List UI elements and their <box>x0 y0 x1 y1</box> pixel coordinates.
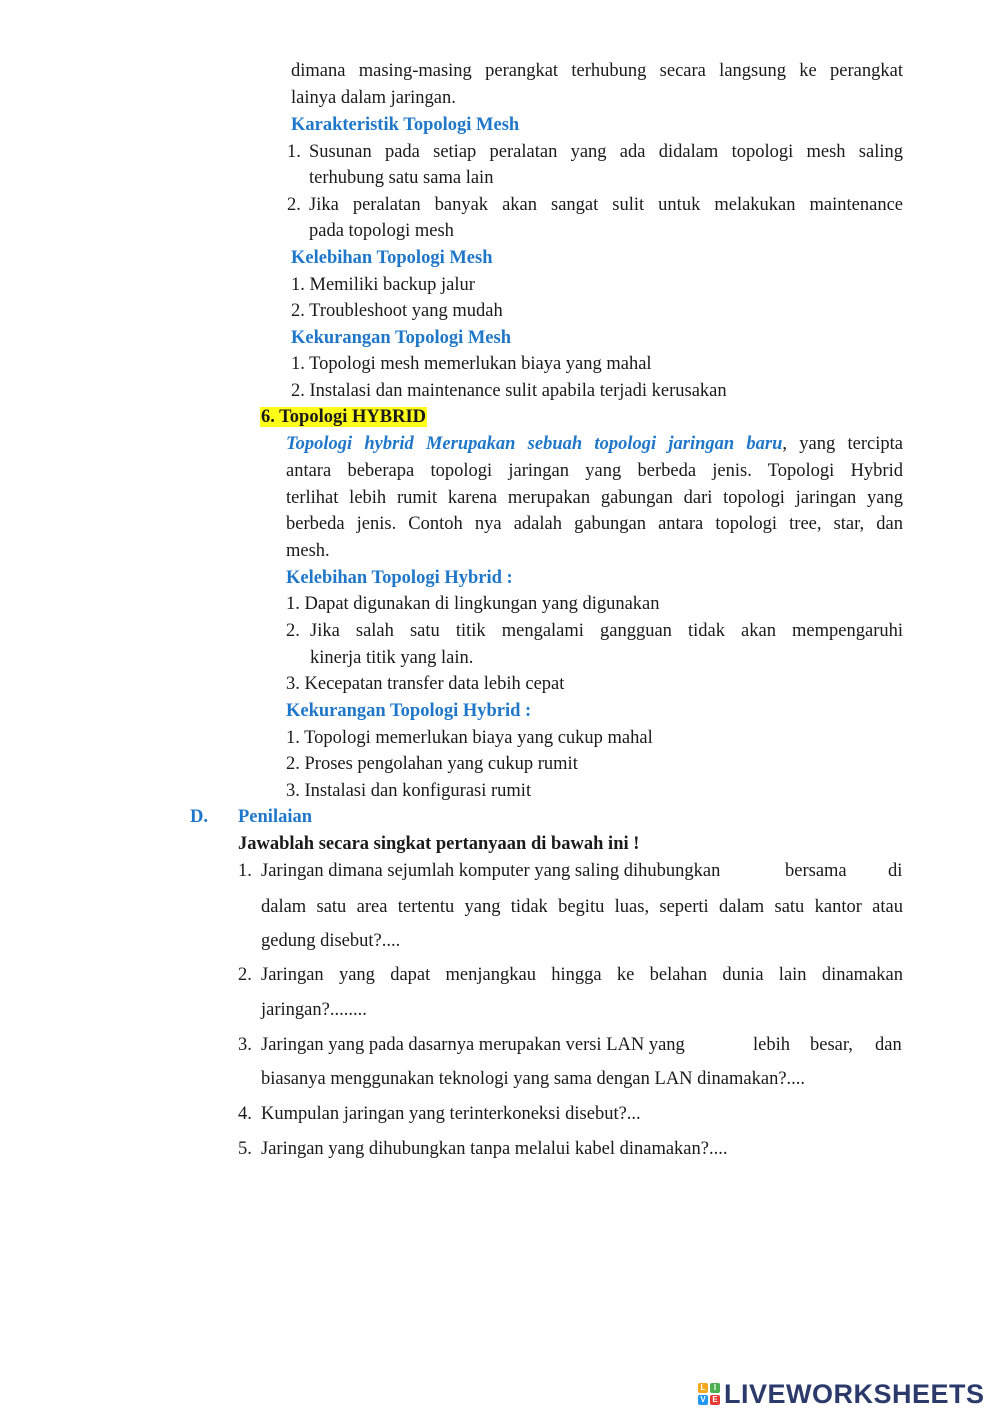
mesh-intro-line-1: dimana masing-masing perangkat terhubung secara langsung ke perangkat <box>291 61 903 81</box>
kelebihan-hybrid-item: Jika salah satu titik mengalami gangguan tidak akan mempengaruhi <box>310 621 903 641</box>
karakteristik-1-text-cont: terhubung satu sama lain <box>309 168 494 188</box>
question-1-text: Jaringan dimana sejumlah komputer yang saling dihubungkan <box>261 861 721 881</box>
hybrid-paragraph-line: mesh. <box>286 541 330 561</box>
kekurangan-hybrid-item: 1. Topologi memerlukan biaya yang cukup mahal <box>286 728 653 748</box>
question-1-text: bersama <box>785 861 847 881</box>
karakteristik-2-text: Jika peralatan banyak akan sangat sulit untuk melakukan maintenance <box>309 195 903 215</box>
hybrid-definition-emphasis: Topologi hybrid Merupakan sebuah topologi jaringan baru <box>286 434 783 454</box>
kekurangan-hybrid-item: 3. Instalasi dan konfigurasi rumit <box>286 781 532 801</box>
hybrid-paragraph-line: terlihat lebih rumit karena merupakan gabungan dari topologi jaringan yang <box>286 488 903 508</box>
karakteristik-1-number: 1. <box>287 142 301 162</box>
question-2-number: 2. <box>238 965 252 985</box>
question-3-text: lebih <box>753 1035 790 1055</box>
kelebihan-hybrid-item: 1. Dapat digunakan di lingkungan yang digunakan <box>286 594 660 614</box>
section-letter: D. <box>190 807 208 827</box>
question-3-text: besar, <box>810 1035 853 1055</box>
kelebihan-hybrid-item: 3. Kecepatan transfer data lebih cepat <box>286 674 565 694</box>
hybrid-paragraph-line: berbeda jenis. Contoh nya adalah gabungan antara topologi tree, star, dan <box>286 514 903 534</box>
penilaian-title: Penilaian <box>238 807 313 827</box>
logo-tile: E <box>710 1395 720 1405</box>
logo-tile: I <box>710 1383 720 1393</box>
kekurangan-mesh-item: 2. Instalasi dan maintenance sulit apabila terjadi kerusakan <box>291 381 727 401</box>
question-4-text: Kumpulan jaringan yang terinterkoneksi disebut?... <box>261 1104 641 1124</box>
question-1-text: dalam satu area tertentu yang tidak begitu luas, seperti dalam satu kantor atau <box>261 897 903 917</box>
kekurangan-mesh-title: Kekurangan Topologi Mesh <box>291 328 512 348</box>
question-2-text: jaringan?........ <box>261 1000 367 1020</box>
question-3-text: biasanya menggunakan teknologi yang sama dengan LAN dinamakan?.... <box>261 1069 806 1089</box>
kelebihan-mesh-item: 2. Troubleshoot yang mudah <box>291 301 503 321</box>
karakteristik-2-number: 2. <box>287 195 301 215</box>
kelebihan-mesh-title: Kelebihan Topologi Mesh <box>291 248 493 268</box>
question-3-text: dan <box>875 1035 902 1055</box>
liveworksheets-logo[interactable] <box>698 1380 985 1408</box>
question-3-text: Jaringan yang pada dasarnya merupakan versi LAN yang <box>261 1035 685 1055</box>
kekurangan-hybrid-title: Kekurangan Topologi Hybrid : <box>286 701 532 721</box>
question-1-number: 1. <box>238 861 252 881</box>
hybrid-heading-highlight: 6. Topologi HYBRID <box>261 407 427 427</box>
question-4-number: 4. <box>238 1104 252 1124</box>
mesh-intro-line-2: lainya dalam jaringan. <box>291 88 456 108</box>
kekurangan-hybrid-item: 2. Proses pengolahan yang cukup rumit <box>286 754 578 774</box>
kekurangan-mesh-item: 1. Topologi mesh memerlukan biaya yang mahal <box>291 354 652 374</box>
hybrid-heading <box>260 406 427 428</box>
kelebihan-hybrid-item-cont: kinerja titik yang lain. <box>310 648 474 668</box>
question-2-text: Jaringan yang dapat menjangkau hingga ke belahan dunia lain dinamakan <box>261 965 903 985</box>
logo-tile: V <box>698 1395 708 1405</box>
question-5-text: Jaringan yang dihubungkan tanpa melalui kabel dinamakan?.... <box>261 1139 728 1159</box>
hybrid-lead-rest: , yang tercipta <box>782 434 903 454</box>
question-1-text: di <box>888 861 903 881</box>
penilaian-instruction: Jawablah secara singkat pertanyaan di bawah ini ! <box>238 834 640 854</box>
kelebihan-hybrid-item-number: 2. <box>286 621 300 641</box>
liveworksheets-logo-icon <box>698 1383 720 1405</box>
question-1-text: gedung disebut?.... <box>261 931 401 951</box>
karakteristik-mesh-title: Karakteristik Topologi Mesh <box>291 115 520 135</box>
kelebihan-mesh-item: 1. Memiliki backup jalur <box>291 275 475 295</box>
question-5-number: 5. <box>238 1139 252 1159</box>
hybrid-lead-line <box>286 433 903 455</box>
question-3-number: 3. <box>238 1035 252 1055</box>
hybrid-paragraph-line: antara beberapa topologi jaringan yang berbeda jenis. Topologi Hybrid <box>286 461 903 481</box>
liveworksheets-brand: LIVEWORKSHEETS <box>724 1378 985 1409</box>
karakteristik-2-text-cont: pada topologi mesh <box>309 221 454 241</box>
logo-tile: L <box>698 1383 708 1393</box>
karakteristik-1-text: Susunan pada setiap peralatan yang ada didalam topologi mesh saling <box>309 142 903 162</box>
kelebihan-hybrid-title: Kelebihan Topologi Hybrid : <box>286 568 513 588</box>
